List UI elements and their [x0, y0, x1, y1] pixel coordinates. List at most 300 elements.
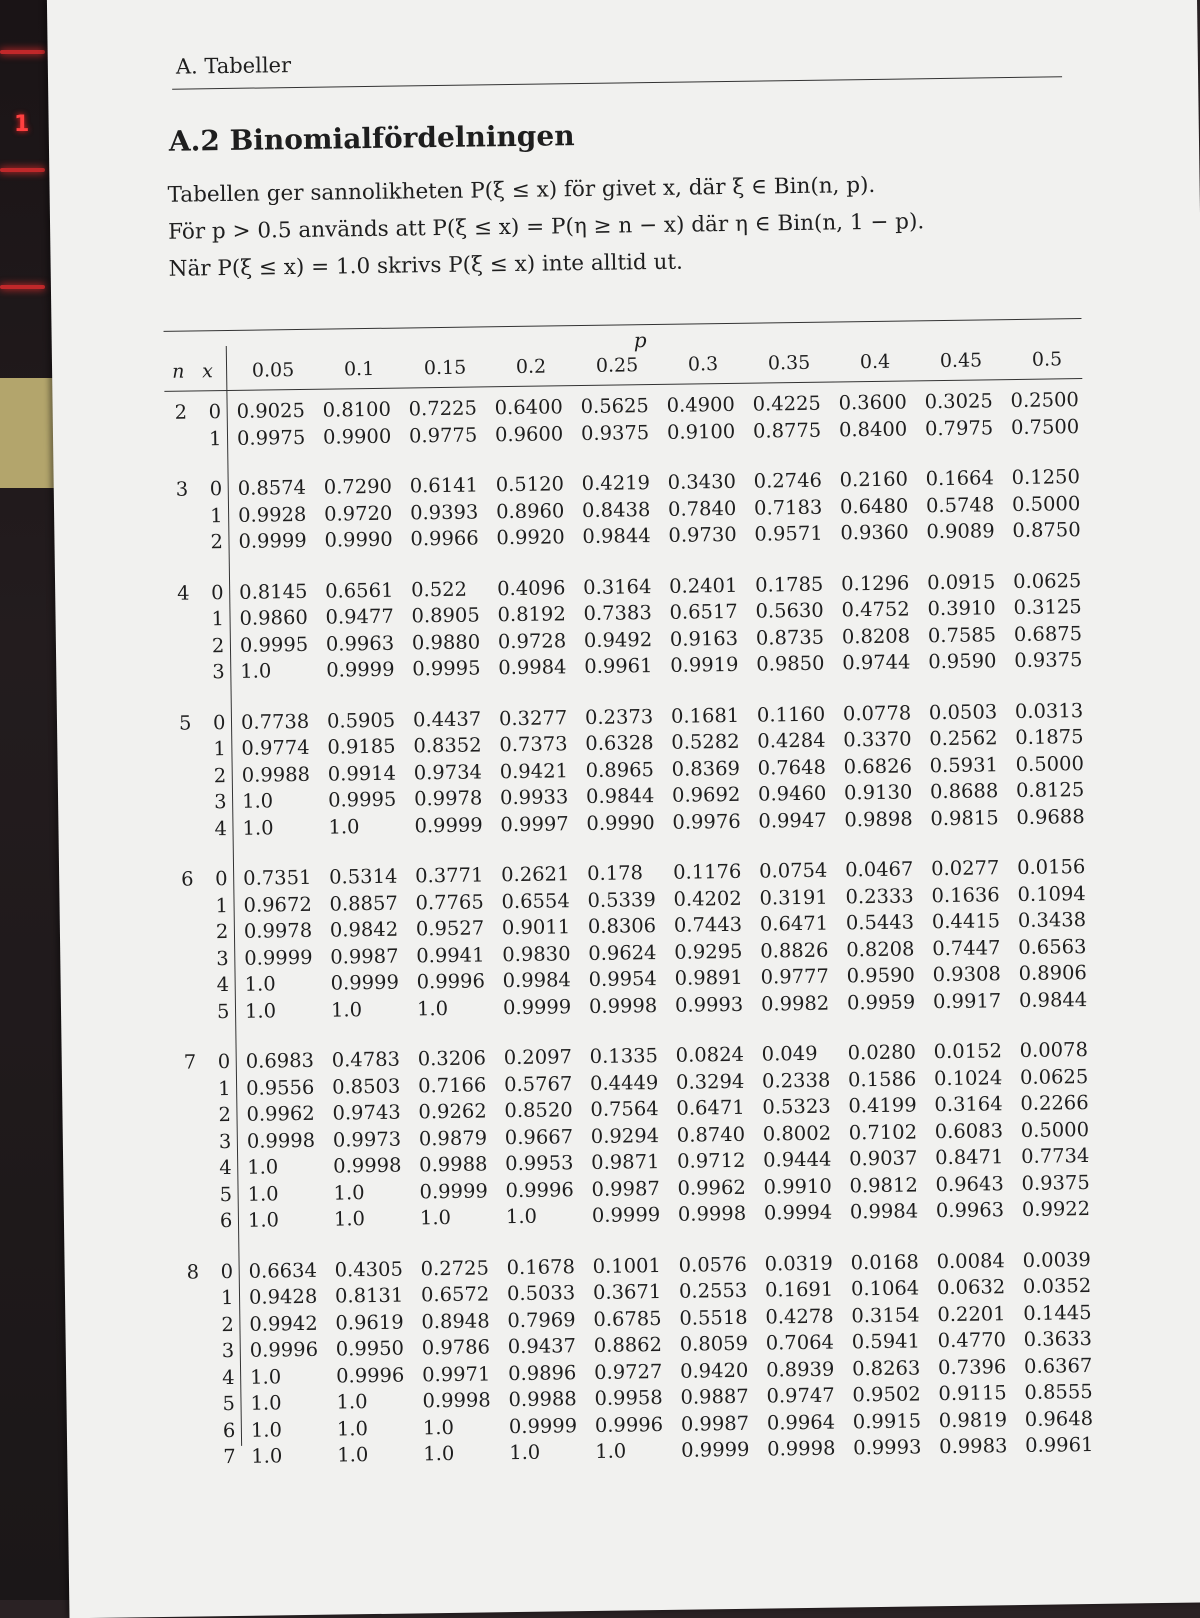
probability-cell: 0.7585	[927, 622, 997, 647]
probability-cell: 0.9420	[679, 1358, 749, 1383]
n-cell: 2	[174, 400, 188, 424]
probability-cell: 1.0	[328, 814, 360, 839]
probability-cell: 1.0	[505, 1204, 538, 1229]
probability-cell: 1.0	[423, 1441, 455, 1466]
probability-cell: 0.6471	[676, 1095, 745, 1120]
x-cell: 2	[221, 1312, 234, 1336]
probability-cell: 0.8775	[752, 418, 822, 443]
probability-cell: 0.9996	[505, 1177, 574, 1202]
probability-cell: 1.0	[240, 659, 272, 683]
probability-cell: 0.9437	[507, 1334, 577, 1359]
probability-cell: 0.9037	[849, 1146, 918, 1171]
probability-cell: 0.8735	[755, 625, 825, 650]
probability-cell: 0.9880	[411, 629, 481, 654]
probability-cell: 0.9444	[763, 1147, 832, 1172]
probability-cell: 0.6572	[420, 1282, 490, 1307]
p-value-header: 0.4	[859, 350, 891, 374]
probability-cell: 0.1678	[506, 1254, 576, 1279]
desk-object	[0, 378, 56, 488]
probability-cell: 0.9996	[416, 969, 486, 994]
probability-cell: 0.9990	[586, 810, 655, 835]
n-group	[174, 1038, 1095, 1236]
probability-cell: 0.178	[586, 861, 644, 885]
probability-cell: 0.1681	[670, 703, 740, 728]
probability-cell: 1.0	[250, 1391, 282, 1415]
probability-cell: 0.7648	[757, 755, 827, 780]
probability-cell: 0.9375	[1021, 1170, 1090, 1195]
probability-cell: 0.6141	[409, 473, 479, 498]
probability-cell: 0.9688	[1016, 804, 1085, 829]
probability-cell: 0.9648	[1024, 1406, 1094, 1431]
probability-cell: 0.7443	[673, 912, 743, 937]
probability-cell: 0.9502	[852, 1382, 921, 1407]
n-cell: 6	[181, 867, 194, 891]
x-cell: 5	[222, 1391, 236, 1416]
probability-cell: 0.9774	[241, 735, 310, 760]
binomial-table	[164, 318, 1094, 1469]
probability-cell: 0.1094	[1017, 881, 1086, 906]
probability-cell: 0.9959	[846, 989, 916, 1014]
probability-cell: 0.9978	[413, 786, 483, 811]
probability-cell: 0.9953	[505, 1151, 574, 1176]
probability-cell: 0.1250	[1011, 465, 1081, 490]
n-group	[169, 699, 1089, 844]
probability-cell: 0.8002	[762, 1121, 832, 1146]
header-rule	[172, 76, 1062, 89]
probability-cell: 0.9993	[853, 1435, 922, 1460]
probability-cell: 0.9891	[674, 965, 744, 990]
probability-cell: 0.3370	[843, 727, 912, 752]
probability-cell: 0.7738	[240, 709, 310, 734]
x-cell: 0	[212, 710, 226, 734]
probability-cell: 1.0	[336, 1390, 368, 1414]
probability-cell: 0.9982	[760, 991, 830, 1016]
probability-cell: 0.1586	[847, 1066, 917, 1091]
probability-cell: 0.0824	[675, 1042, 745, 1067]
probability-cell: 0.1875	[1015, 725, 1084, 750]
probability-cell: 0.9308	[932, 962, 1001, 987]
probability-cell: 0.4783	[331, 1047, 401, 1072]
probability-cell: 0.9672	[243, 892, 312, 917]
probability-cell: 0.9375	[580, 420, 650, 445]
probability-cell: 0.9887	[680, 1384, 749, 1409]
probability-cell: 0.9998	[677, 1201, 747, 1226]
probability-cell: 0.9743	[332, 1100, 401, 1125]
probability-cell: 0.9963	[325, 631, 395, 656]
probability-cell: 0.9734	[413, 759, 483, 784]
probability-cell: 0.8574	[237, 475, 307, 500]
x-cell: 4	[221, 1365, 235, 1389]
probability-cell: 0.5120	[495, 472, 565, 497]
probability-cell: 0.8906	[1018, 961, 1087, 985]
probability-cell: 0.9998	[422, 1388, 491, 1413]
probability-cell: 0.8192	[497, 602, 566, 627]
probability-cell: 0.7064	[765, 1330, 835, 1355]
probability-cell: 0.5767	[503, 1071, 573, 1096]
probability-cell: 0.9727	[593, 1359, 663, 1384]
probability-cell: 0.8471	[934, 1145, 1004, 1170]
probability-cell: 0.9999	[419, 1178, 488, 1203]
probability-cell: 0.8352	[413, 733, 482, 758]
x-cell: 0	[215, 867, 228, 891]
probability-cell: 0.0152	[933, 1039, 1003, 1064]
probability-cell: 1.0	[249, 1364, 282, 1389]
probability-cell: 0.3771	[415, 863, 484, 888]
probability-cell: 0.2160	[839, 467, 909, 492]
key-glow	[0, 168, 45, 172]
n-cell: 8	[186, 1259, 200, 1284]
p-value-header: 0.2	[515, 355, 547, 378]
probability-cell: 0.6400	[494, 395, 564, 420]
probability-cell: 0.5339	[587, 887, 656, 912]
probability-cell: 0.9961	[1025, 1432, 1094, 1457]
probability-cell: 0.9996	[594, 1412, 664, 1437]
probability-cell: 0.2746	[753, 468, 823, 493]
probability-cell: 0.0503	[928, 699, 998, 724]
probability-cell: 0.7734	[1020, 1144, 1090, 1168]
probability-cell: 0.522	[411, 577, 468, 601]
probability-cell: 0.5630	[755, 598, 824, 623]
probability-cell: 1.0	[330, 997, 363, 1022]
probability-cell: 0.1636	[931, 882, 1000, 907]
n-header: n	[171, 360, 185, 383]
probability-cell: 0.9571	[754, 521, 823, 546]
probability-cell: 0.9619	[335, 1310, 404, 1335]
probability-cell: 0.6983	[245, 1048, 315, 1073]
p-value-header: 0.35	[767, 351, 811, 375]
probability-cell: 0.2553	[678, 1278, 748, 1303]
probability-cell: 0.3438	[1017, 908, 1087, 932]
probability-cell: 0.9999	[591, 1203, 661, 1227]
probability-cell: 0.9428	[248, 1284, 318, 1309]
x-cell: 5	[216, 999, 230, 1023]
probability-cell: 0.4284	[757, 728, 826, 753]
intro-text	[167, 164, 1068, 288]
textbook-page	[47, 0, 1200, 1618]
probability-cell: 0.8369	[671, 756, 741, 781]
probability-cell: 0.9920	[496, 525, 565, 550]
probability-cell: 0.9966	[410, 526, 479, 551]
probability-cell: 0.6471	[759, 911, 829, 936]
probability-cell: 0.9954	[588, 967, 658, 991]
probability-cell: 0.9997	[500, 811, 569, 836]
probability-cell: 0.7969	[507, 1307, 576, 1332]
probability-cell: 0.9998	[767, 1436, 836, 1461]
key-glow	[0, 285, 45, 289]
probability-cell: 0.6083	[934, 1118, 1004, 1143]
probability-cell: 0.9624	[588, 940, 657, 965]
n-cell: 4	[177, 581, 190, 605]
probability-cell: 0.9294	[590, 1123, 660, 1148]
probability-cell: 0.7500	[1010, 414, 1080, 439]
probability-cell: 0.6826	[843, 753, 913, 778]
probability-cell: 0.9393	[409, 499, 479, 524]
probability-cell: 1.0	[336, 1416, 369, 1441]
x-cell: 6	[219, 1208, 233, 1233]
probability-cell: 0.5282	[671, 729, 740, 754]
n-group	[166, 465, 1085, 557]
probability-cell: 0.9692	[671, 782, 741, 807]
x-cell: 1	[220, 1285, 234, 1310]
probability-cell: 0.9100	[666, 419, 736, 444]
probability-cell: 0.5905	[326, 708, 396, 733]
x-cell: 7	[223, 1444, 236, 1469]
probability-cell: 1.0	[250, 1417, 283, 1442]
probability-cell: 0.6634	[248, 1258, 318, 1283]
probability-cell: 0.8826	[760, 938, 829, 963]
n-cell: 3	[175, 477, 189, 501]
n-group	[167, 569, 1086, 688]
probability-cell: 0.9998	[588, 993, 658, 1018]
probability-cell: 0.9999	[414, 812, 483, 837]
probability-cell: 0.9995	[412, 656, 481, 681]
probability-cell: 0.9842	[329, 917, 399, 942]
probability-cell: 0.3277	[498, 705, 568, 730]
probability-cell: 0.9999	[508, 1413, 578, 1438]
probability-cell: 0.9941	[416, 942, 485, 967]
probability-cell: 0.9987	[591, 1176, 660, 1201]
probability-cell: 0.5000	[1020, 1117, 1090, 1142]
probability-cell: 0.9978	[243, 918, 313, 943]
probability-cell: 0.9844	[1018, 987, 1088, 1012]
probability-cell: 0.9910	[763, 1174, 832, 1199]
x-cell: 3	[212, 660, 225, 684]
probability-cell: 0.7564	[590, 1097, 659, 1121]
probability-cell: 0.3910	[927, 596, 996, 621]
probability-cell: 0.6517	[669, 599, 738, 624]
x-cell: 1	[208, 426, 222, 450]
probability-cell: 0.0352	[1022, 1274, 1092, 1298]
probability-cell: 0.4199	[848, 1093, 917, 1118]
probability-cell: 0.9860	[239, 605, 308, 630]
probability-cell: 0.8131	[334, 1283, 404, 1308]
probability-cell: 0.2562	[929, 726, 998, 751]
probability-cell: 0.9777	[760, 964, 830, 989]
probability-cell: 0.9993	[674, 992, 744, 1017]
table-top-rule	[164, 318, 1082, 332]
probability-cell: 0.9922	[1021, 1197, 1091, 1221]
probability-cell: 0.2201	[937, 1301, 1006, 1326]
probability-cell: 0.4202	[673, 886, 742, 911]
probability-cell: 0.0280	[847, 1040, 917, 1065]
probability-cell: 0.9460	[757, 781, 827, 806]
probability-cell: 0.4219	[581, 471, 651, 496]
x-cell: 4	[216, 973, 230, 997]
probability-cell: 0.7166	[417, 1072, 487, 1097]
probability-cell: 0.9976	[672, 809, 741, 834]
probability-cell: 0.1160	[756, 702, 826, 727]
probability-cell: 0.5941	[851, 1329, 921, 1354]
probability-cell: 0.9987	[680, 1411, 750, 1436]
probability-cell: 0.4752	[841, 597, 910, 622]
probability-cell: 0.8503	[331, 1074, 401, 1099]
probability-cell: 0.6563	[1018, 934, 1087, 959]
probability-cell: 1.0	[419, 1205, 452, 1230]
probability-cell: 0.9590	[846, 963, 916, 988]
probability-cell: 1.0	[337, 1443, 369, 1467]
probability-cell: 0.2097	[503, 1045, 573, 1070]
probability-cell: 0.9983	[939, 1434, 1008, 1459]
probability-cell: 0.7351	[243, 865, 312, 890]
probability-cell: 0.9667	[504, 1124, 574, 1149]
probability-cell: 0.9775	[408, 422, 478, 447]
probability-cell: 0.6554	[501, 888, 570, 913]
probability-cell: 0.8306	[587, 914, 657, 938]
probability-cell: 0.3154	[851, 1302, 920, 1327]
probability-cell: 0.9025	[236, 398, 306, 423]
probability-cell: 0.7840	[667, 496, 737, 521]
probability-cell: 0.9163	[669, 626, 739, 651]
probability-cell: 0.9730	[668, 522, 737, 547]
probability-cell: 0.9962	[677, 1175, 746, 1200]
probability-cell: 0.9089	[926, 519, 995, 544]
probability-cell: 0.3430	[667, 469, 737, 494]
probability-cell: 0.8400	[838, 416, 908, 441]
probability-cell: 0.9375	[1014, 648, 1083, 673]
intro-line: För p > 0.5 används att P(ξ ≤ x) = P(η ≥ n − x) där η ∈ Bin(n, 1 − p).	[167, 209, 925, 245]
probability-cell: 0.1691	[764, 1277, 834, 1302]
probability-cell: 1.0	[333, 1207, 366, 1231]
probability-cell: 0.9477	[325, 604, 394, 629]
probability-cell: 0.4437	[412, 706, 482, 731]
probability-cell: 0.9556	[245, 1075, 315, 1100]
probability-cell: 0.9185	[327, 734, 396, 759]
x-cell: 0	[209, 477, 223, 501]
probability-cell: 0.9984	[502, 968, 572, 993]
probability-cell: 0.9998	[246, 1128, 316, 1153]
probability-cell: 0.7383	[583, 601, 652, 626]
probability-cell: 0.5443	[845, 910, 915, 935]
probability-cell: 0.9262	[418, 1099, 487, 1124]
probability-cell: 0.3164	[582, 574, 652, 599]
probability-cell: 0.7102	[848, 1119, 918, 1144]
probability-cell: 1.0	[509, 1440, 541, 1465]
probability-cell: 0.8059	[679, 1331, 749, 1356]
probability-cell: 0.9590	[928, 649, 997, 674]
probability-cell: 0.4900	[666, 392, 736, 417]
probability-cell: 0.6367	[1023, 1353, 1093, 1378]
probability-cell: 0.1785	[754, 572, 824, 597]
probability-cell: 0.4278	[765, 1304, 834, 1329]
probability-cell: 0.8857	[329, 891, 398, 916]
probability-cell: 0.9747	[766, 1383, 835, 1408]
n-group	[171, 855, 1091, 1027]
probability-cell: 0.4225	[752, 391, 822, 416]
probability-cell: 0.8208	[846, 936, 915, 961]
probability-cell: 0.0156	[1016, 855, 1086, 879]
probability-cell: 0.9999	[330, 970, 400, 995]
probability-cell: 0.9994	[763, 1200, 833, 1225]
probability-cell: 1.0	[595, 1439, 627, 1463]
probability-cell: 0.9928	[237, 502, 307, 527]
probability-cell: 0.5625	[580, 394, 650, 419]
probability-cell: 0.5748	[925, 492, 995, 517]
probability-cell: 1.0	[251, 1444, 283, 1468]
probability-cell: 0.0039	[1022, 1247, 1091, 1272]
probability-cell: 0.7290	[323, 474, 393, 499]
probability-cell: 0.9919	[670, 652, 739, 677]
probability-cell: 0.4415	[931, 909, 1001, 934]
probability-cell: 0.8555	[1024, 1379, 1093, 1404]
probability-cell: 0.9871	[591, 1150, 660, 1174]
probability-cell: 0.9995	[239, 632, 309, 657]
probability-cell: 0.8948	[421, 1308, 490, 1333]
probability-cell: 0.2266	[1020, 1091, 1089, 1115]
p-value-header: 0.25	[595, 354, 639, 377]
section-title: A.2 Binomialfördelningen	[168, 119, 575, 158]
probability-cell: 1.0	[244, 972, 276, 996]
x-cell: 4	[214, 816, 228, 840]
table-header-row	[164, 348, 1082, 389]
probability-cell: 0.9963	[935, 1198, 1005, 1223]
probability-cell: 0.9950	[335, 1336, 405, 1361]
p-value-header: 0.3	[687, 353, 719, 376]
probability-cell: 0.9421	[499, 758, 569, 783]
x-cell: 2	[210, 530, 224, 554]
probability-cell: 0.9988	[508, 1387, 577, 1412]
probability-cell: 0.9942	[249, 1311, 318, 1336]
probability-cell: 0.0915	[926, 569, 996, 594]
p-value-header: 0.45	[939, 349, 983, 373]
probability-cell: 0.9996	[249, 1337, 319, 1362]
x-cell: 3	[218, 1129, 232, 1153]
probability-cell: 0.9898	[844, 806, 913, 831]
x-cell: 1	[213, 737, 226, 761]
probability-cell: 0.6480	[839, 493, 909, 518]
probability-cell: 0.9987	[330, 944, 399, 969]
x-cell: 0	[220, 1259, 234, 1283]
probability-cell: 0.9971	[421, 1361, 491, 1386]
probability-cell: 0.0078	[1019, 1038, 1089, 1062]
probability-cell: 0.9815	[930, 805, 999, 830]
x-cell: 3	[221, 1338, 235, 1363]
x-cell: 1	[209, 503, 223, 527]
probability-cell: 0.2333	[845, 883, 914, 908]
probability-cell: 0.9999	[326, 657, 395, 682]
probability-cell: 0.9712	[677, 1148, 746, 1173]
probability-cell: 0.1064	[850, 1276, 920, 1301]
probability-cell: 0.8688	[929, 779, 999, 804]
probability-cell: 0.1335	[589, 1044, 659, 1068]
probability-cell: 0.0319	[764, 1251, 834, 1276]
probability-cell: 0.0576	[678, 1252, 748, 1277]
probability-cell: 0.9896	[507, 1360, 577, 1385]
probability-cell: 0.1445	[1023, 1300, 1092, 1325]
p-value-header: 0.05	[251, 359, 295, 382]
probability-cell: 0.4305	[334, 1257, 404, 1282]
probability-cell: 0.5000	[1015, 751, 1085, 776]
probability-cell: 0.8125	[1015, 778, 1085, 802]
probability-cell: 0.9988	[419, 1152, 488, 1177]
intro-line: Tabellen ger sannolikheten P(ξ ≤ x) för givet x, där ξ ∈ Bin(n, p).	[167, 172, 876, 208]
probability-cell: 0.9295	[674, 939, 743, 964]
n-group	[165, 388, 1084, 454]
probability-cell: 0.9011	[501, 915, 571, 940]
probability-cell: 0.9999	[681, 1437, 750, 1462]
probability-cell: 0.6875	[1013, 621, 1083, 646]
probability-cell: 0.4770	[937, 1328, 1007, 1353]
probability-cell: 1.0	[333, 1180, 365, 1205]
probability-cell: 0.1296	[840, 570, 910, 595]
probability-cell: 0.0632	[936, 1275, 1006, 1300]
probability-cell: 0.8960	[495, 498, 565, 523]
probability-cell: 0.0467	[844, 857, 914, 882]
probability-cell: 0.7447	[932, 935, 1001, 960]
probability-cell: 0.9850	[756, 651, 825, 676]
probability-cell: 0.0277	[930, 856, 1000, 881]
probability-cell: 0.1664	[925, 466, 995, 491]
probability-cell: 0.3025	[924, 389, 993, 414]
